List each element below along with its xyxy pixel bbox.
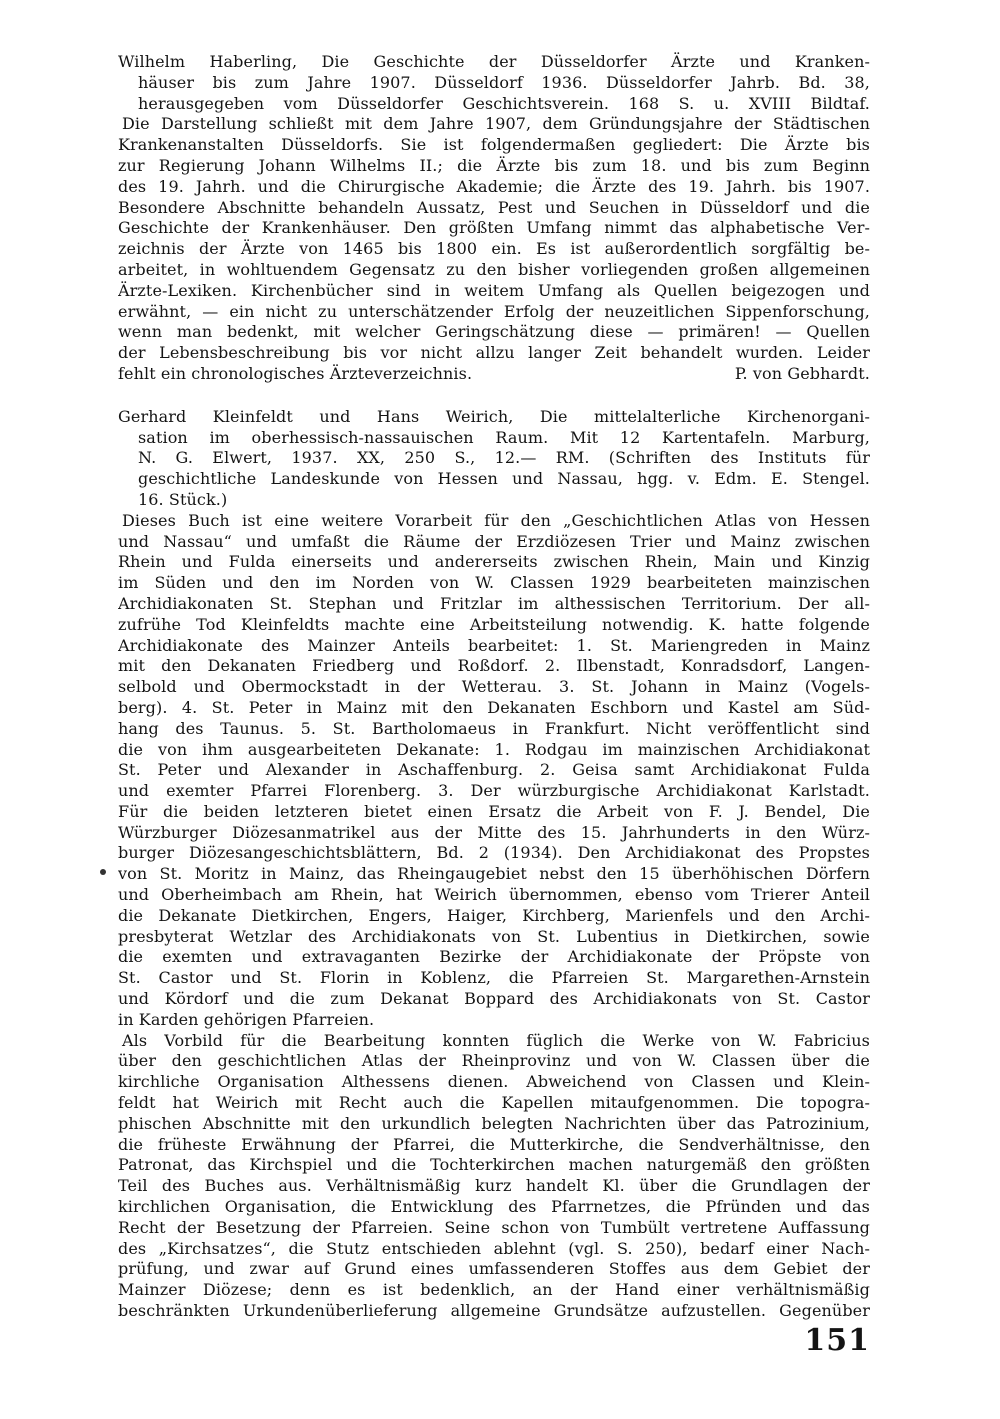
body-line: arbeitet, in wohltuendem Gegensatz zu den bisher vorliegenden großen allgemeinen <box>118 259 870 279</box>
body-line: Archidiakonaten St. Stephan und Fritzlar im althessischen Territorium. Der all- <box>118 593 870 613</box>
citation-line: herausgegeben vom Düsseldorfer Geschichtsverein. 168 S. u. XVIII Bildtaf. <box>138 93 870 113</box>
body-line: kirchlichen Organisation, die Entwicklung des Pfarrnetzes, die Pfründen und das <box>118 1197 870 1217</box>
body-line: burger Diözesangeschichtsblättern, Bd. 2 (1934). Den Archidiakonat des Propstes <box>118 843 870 863</box>
section-gap <box>118 385 870 407</box>
body-line: die exemten und extravaganten Bezirke der Archidiakonate der Pröpste von <box>118 947 870 967</box>
body-line: des 19. Jahrh. und die Chirurgische Akademie; die Ärzte des 19. Jahrh. bis 1907. <box>118 176 870 196</box>
citation-line: Wilhelm Haberling, Die Geschichte der Düsseldorfer Ärzte und Kranken- <box>118 52 870 71</box>
body-line: beschränkten Urkundenüberlieferung allgemeine Grundsätze aufzustellen. Gegenüber <box>118 1301 870 1321</box>
body-line: der Lebensbeschreibung bis vor nicht allzu langer Zeit behandelt wurden. Leider <box>118 343 870 363</box>
body-line: St. Castor und St. Florin in Koblenz, die Pfarreien St. Margarethen-Arnstein <box>118 968 870 988</box>
body-line: Dieses Buch ist eine weitere Vorarbeit für den „Geschichtlichen Atlas von Hessen <box>122 510 870 530</box>
body-line: Patronat, das Kirchspiel und die Tochterkirchen machen naturgemäß den größten <box>118 1155 870 1175</box>
body-line: Würzburger Diözesanmatrikel aus der Mitte des 15. Jahrhunderts in den Würz- <box>118 822 870 842</box>
body-line: zur Regierung Johann Wilhelms II.; die Ärzte bis zum 18. und bis zum Beginn <box>118 155 870 175</box>
margin-mark <box>100 869 106 875</box>
body-line: Geschichte der Krankenhäuser. Den größten Umfang nimmt das alphabetische Ver- <box>118 218 870 238</box>
citation-line: 16. Stück.) <box>138 489 228 509</box>
body-line: phischen Abschnitte mit den urkundlich belegten Nachrichten über das Patrozinium, <box>118 1113 870 1133</box>
citation-line: sation im oberhessisch-nassauischen Raum. Mit 12 Kartentafeln. Marburg, <box>138 427 870 447</box>
page-number: 151 <box>804 1323 870 1358</box>
body-line: Mainzer Diözese; denn es ist bedenklich, an der Hand einer verhältnismäßig <box>118 1280 870 1300</box>
body-line: des „Kirchsatzes“, die Stutz entschieden ablehnt (vgl. S. 250), bedarf einer Nach- <box>118 1238 870 1258</box>
body-line: kirchliche Organisation Althessens dienen. Abweichend von Classen und Klein- <box>118 1072 870 1092</box>
body-line: presbyterat Wetzlar des Archidiakonats von St. Lubentius in Dietkirchen, sowie <box>118 926 870 946</box>
body-line: prüfung, und zwar auf Grund eines umfassenderen Stoffes aus dem Gebiet der <box>118 1259 870 1279</box>
review-1-body <box>118 114 870 384</box>
body-line: erwähnt, — ein nicht zu unterschätzender Erfolg der neuzeitlichen Sippenforschung, <box>118 301 870 321</box>
body-line: zufrühe Tod Kleinfeldts machte eine Arbeitsteilung notwendig. K. hatte folgende <box>118 614 870 634</box>
body-line: Recht der Besetzung der Pfarreien. Seine schon von Tumbült vertretene Auffassung <box>118 1217 870 1237</box>
reviewer-signature: P. von Gebhardt. <box>734 363 870 383</box>
body-line: und Oberheimbach am Rhein, hat Weirich übernommen, ebenso vom Trierer Anteil <box>118 885 870 905</box>
review-2-paragraph-1 <box>118 511 870 1031</box>
body-line: und exemter Pfarrei Florenberg. 3. Der würzburgische Archidiakonat Karlstadt. <box>118 781 870 801</box>
body-line: von St. Moritz in Mainz, das Rheingaugebiet nebst den 15 überhöhischen Dörfern <box>118 864 870 884</box>
body-line: wenn man bedenkt, mit welcher Geringschätzung diese — primären! — Quellen <box>118 322 870 342</box>
body-line: die früheste Erwähnung der Pfarrei, die Mutterkirche, die Sendverhältnisse, den <box>118 1134 870 1154</box>
review-2-citation <box>118 407 870 511</box>
review-2-paragraph-2 <box>118 1031 870 1322</box>
body-line: Ärzte-Lexiken. Kirchenbücher sind in weitem Umfang als Quellen beigezogen und <box>118 280 870 300</box>
body-line: Teil des Buches aus. Verhältnismäßig kurz handelt Kl. über die Grundlagen der <box>118 1176 870 1196</box>
body-line: die Dekanate Dietkirchen, Engers, Haiger, Kirchberg, Marienfels und den Archi- <box>118 905 870 925</box>
citation-line: N. G. Elwert, 1937. XX, 250 S., 12.— RM. (Schriften des Instituts für <box>138 448 870 468</box>
citation-line: Gerhard Kleinfeldt und Hans Weirich, Die mittelalterliche Kirchenorgani- <box>118 406 870 426</box>
body-line: fehlt ein chronologisches Ärzteverzeichnis. <box>118 363 473 383</box>
body-line: über den geschichtlichen Atlas der Rheinprovinz und von W. Classen über die <box>118 1051 870 1071</box>
citation-line: häuser bis zum Jahre 1907. Düsseldorf 1936. Düsseldorfer Jahrb. Bd. 38, <box>138 72 870 92</box>
body-line: Krankenanstalten Düsseldorfs. Sie ist folgendermaßen gegliedert: Die Ärzte bis <box>118 135 870 155</box>
body-line: und Kördorf und die zum Dekanat Boppard des Archidiakonats von St. Castor <box>118 989 870 1009</box>
body-line: St. Peter und Alexander in Aschaffenburg. 2. Geisa samt Archidiakonat Fulda <box>118 760 870 780</box>
body-line: selbold und Obermockstadt in der Wetterau. 3. St. Johann in Mainz (Vogels- <box>118 677 870 697</box>
body-last-line <box>118 364 870 385</box>
citation-line: geschichtliche Landeskunde von Hessen und Nassau, hgg. v. Edm. E. Stengel. <box>138 469 870 489</box>
text-column <box>118 52 870 1322</box>
body-line: zeichnis der Ärzte von 1465 bis 1800 ein. Es ist außerordentlich sorgfältig be- <box>118 239 870 259</box>
body-line: im Süden und den im Norden von W. Classen 1929 bearbeiteten mainzischen <box>118 573 870 593</box>
body-line: Die Darstellung schließt mit dem Jahre 1907, dem Gründungsjahre der Städtischen <box>122 114 870 134</box>
body-line: in Karden gehörigen Pfarreien. <box>118 1009 375 1029</box>
body-line: feldt hat Weirich mit Recht auch die Kapellen mitaufgenommen. Die topogra- <box>118 1093 870 1113</box>
body-line: Archidiakonate des Mainzer Anteils bearbeitet: 1. St. Mariengreden in Mainz <box>118 635 870 655</box>
review-1-citation <box>118 52 870 114</box>
body-line: und Nassau“ und umfaßt die Räume der Erzdiözesen Trier und Mainz zwischen <box>118 531 870 551</box>
body-line: hang des Taunus. 5. St. Bartholomaeus in Frankfurt. Nicht veröffentlicht sind <box>118 718 870 738</box>
body-line: Besondere Abschnitte behandeln Aussatz, Pest und Seuchen in Düsseldorf und die <box>118 197 870 217</box>
body-line: berg). 4. St. Peter in Mainz mit den Dekanaten Eschborn und Kastel am Süd- <box>118 697 870 717</box>
body-line: die von ihm ausgearbeiteten Dekanate: 1. Rodgau im mainzischen Archidiakonat <box>118 739 870 759</box>
body-line: Als Vorbild für die Bearbeitung konnten füglich die Werke von W. Fabricius <box>122 1030 870 1050</box>
body-line: Rhein und Fulda einerseits und andererseits zwischen Rhein, Main und Kinzig <box>118 552 870 572</box>
body-line: mit den Dekanaten Friedberg und Roßdorf. 2. Ilbenstadt, Konradsdorf, Langen- <box>118 656 870 676</box>
body-line: Für die beiden letzteren bietet einen Ersatz die Arbeit von F. J. Bendel, Die <box>118 801 870 821</box>
